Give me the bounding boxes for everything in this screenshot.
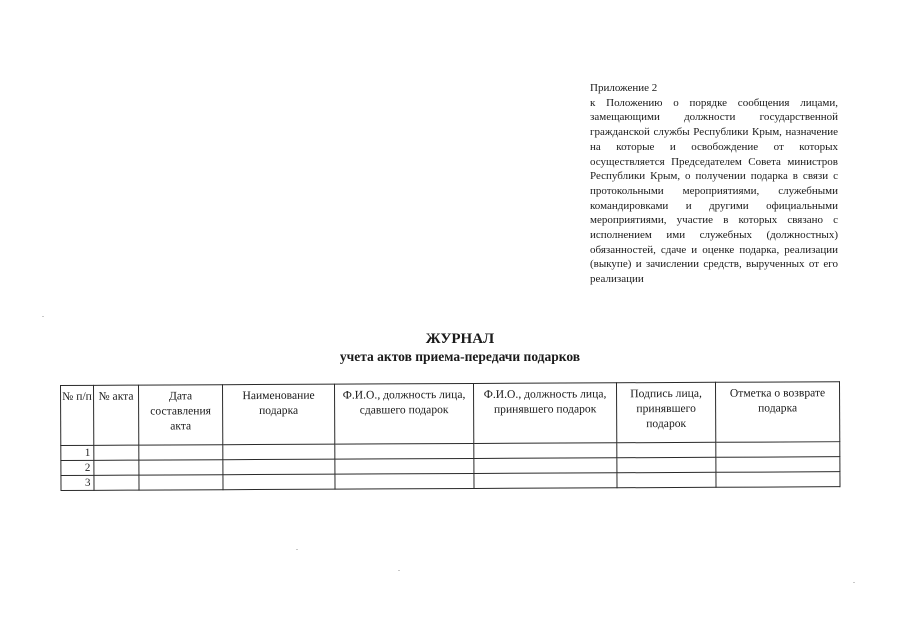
- table-cell-number: 2: [61, 460, 94, 475]
- scan-speck: [296, 549, 298, 550]
- table-cell: [139, 460, 223, 475]
- journal-table: [60, 381, 841, 491]
- table-cell: [223, 474, 335, 490]
- column-header: Ф.И.О., должность лица, принявшего подарок: [473, 383, 616, 444]
- table-cell: [716, 457, 840, 473]
- table-cell: [335, 473, 474, 489]
- table-cell: [139, 475, 223, 490]
- table-cell-number: 3: [61, 475, 94, 490]
- column-header: Подпись лица, принявшего подарок: [616, 382, 715, 442]
- table-cell: [94, 460, 139, 475]
- column-header: Дата составления акта: [139, 385, 223, 445]
- table-cell: [617, 442, 716, 457]
- table-cell: [223, 444, 335, 460]
- column-header: Отметка о возврате подарка: [715, 382, 839, 443]
- appendix-body: к Положению о порядке сообщения лицами, замещающими должности государственной гражданской службы Республики Крым, назначение на которые и освобождение от которых осуществляется Председателем Совета министров Республики Крым, о получении подарка в связи с протокольными мероприятиями, служебными командировками и другими официальными мероприятиями, участие в которых связано с исполнением ими служебных (должностных) обязанностей, сдаче и оценке подарка, реализации (выкупе) и зачислении средств, вырученных от его реализации: [590, 96, 838, 286]
- journal-title: ЖУРНАЛ: [425, 331, 495, 347]
- table-row: [61, 472, 840, 491]
- journal-subtitle: учета актов приема-передачи подарков: [339, 349, 581, 364]
- table-cell: [94, 445, 139, 460]
- table-cell: [716, 472, 840, 488]
- table-cell: [335, 443, 474, 459]
- table-header-row: [61, 382, 840, 446]
- table-cell: [474, 473, 617, 489]
- column-header: № акта: [94, 385, 139, 445]
- table-cell: [94, 475, 139, 490]
- table-cell: [474, 443, 617, 459]
- scan-speck: [42, 316, 44, 317]
- scan-speck: [398, 570, 400, 571]
- table-cell: [617, 472, 716, 487]
- appendix-note: [590, 81, 838, 287]
- table-cell: [335, 458, 474, 474]
- table-cell: [617, 457, 716, 472]
- scan-speck: [853, 582, 855, 583]
- table-cell: [474, 458, 617, 474]
- table-cell-number: 1: [61, 445, 94, 460]
- appendix-title: Приложение 2: [590, 82, 658, 94]
- column-header: Ф.И.О., должность лица, сдавшего подарок: [334, 383, 473, 444]
- table-cell: [139, 445, 223, 460]
- table-cell: [223, 459, 335, 475]
- table-cell: [716, 442, 840, 458]
- column-header: № п/п: [61, 385, 94, 445]
- column-header: Наименование подарка: [223, 384, 335, 445]
